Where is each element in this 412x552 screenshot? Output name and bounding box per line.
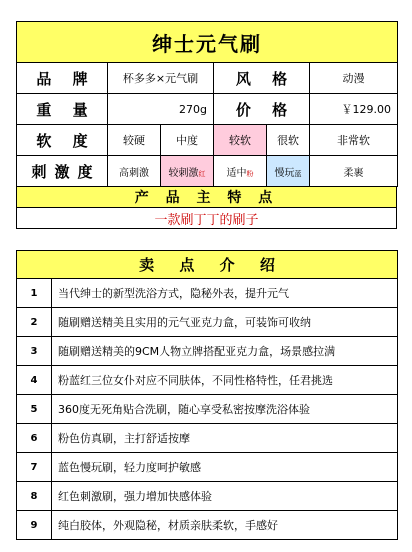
stimulation-option-blue (267, 156, 310, 187)
stimulation-option-label: 慢玩 (274, 167, 295, 179)
table-row (17, 308, 398, 337)
price-value: ￥129.00 (310, 94, 398, 125)
product-title: 绅士元气刷 (17, 22, 398, 63)
feature-header: 产 品 主 特 点 (17, 187, 397, 208)
stimulation-option-label: 适中 (226, 167, 247, 179)
softness-option: 中度 (161, 125, 214, 156)
price-label: 价 格 (214, 94, 310, 125)
point-text: 随刷赠送精美的9CM人物立牌搭配亚克力盒，场景感拉满 (52, 337, 398, 366)
spec-table (16, 21, 398, 187)
softness-label: 软 度 (17, 125, 108, 156)
stimulation-option-pink (214, 156, 267, 187)
stimulation-option-label: 较刺激 (168, 167, 199, 179)
softness-option-selected: 较软 (214, 125, 267, 156)
stimulation-option-red (161, 156, 214, 187)
point-number: 2 (17, 308, 52, 337)
stimulation-label: 刺激度 (17, 156, 108, 187)
color-badge-red: 红 (198, 169, 206, 178)
selling-points-table (16, 250, 398, 540)
table-row (17, 424, 398, 453)
color-badge-pink: 粉 (246, 169, 254, 178)
color-badge-blue: 蓝 (294, 169, 302, 178)
softness-option: 较硬 (108, 125, 161, 156)
point-number: 9 (17, 511, 52, 540)
point-text: 红色刺激刷，强力增加快感体验 (52, 482, 398, 511)
feature-text: 一款刷丁丁的刷子 (17, 208, 397, 229)
weight-label: 重 量 (17, 94, 108, 125)
table-row (17, 337, 398, 366)
style-label: 风 格 (214, 63, 310, 94)
point-text: 随刷赠送精美且实用的元气亚克力盒，可装饰可收纳 (52, 308, 398, 337)
table-row (17, 482, 398, 511)
style-value: 动漫 (310, 63, 398, 94)
weight-value: 270g (108, 94, 214, 125)
selling-points-header: 卖 点 介 绍 (17, 251, 398, 279)
point-number: 1 (17, 279, 52, 308)
point-number: 8 (17, 482, 52, 511)
stimulation-option: 高刺激 (108, 156, 161, 187)
point-text: 360度无死角贴合洗刷，随心享受私密按摩洗浴体验 (52, 395, 398, 424)
point-number: 6 (17, 424, 52, 453)
point-number: 7 (17, 453, 52, 482)
table-row (17, 511, 398, 540)
point-number: 3 (17, 337, 52, 366)
softness-option: 很软 (267, 125, 310, 156)
table-row (17, 395, 398, 424)
feature-table (16, 186, 397, 229)
brand-label: 品 牌 (17, 63, 108, 94)
point-text: 粉蓝红三位女仆对应不同肤体，不同性格特性，任君挑选 (52, 366, 398, 395)
table-row (17, 453, 398, 482)
softness-option: 非常软 (310, 125, 398, 156)
brand-value: 杯多多×元气刷 (108, 63, 214, 94)
point-text: 粉色仿真刷，主打舒适按摩 (52, 424, 398, 453)
point-number: 5 (17, 395, 52, 424)
stimulation-option: 柔裹 (310, 156, 398, 187)
point-text: 蓝色慢玩刷，轻力度呵护敏感 (52, 453, 398, 482)
table-row (17, 279, 398, 308)
point-text: 纯白胶体，外观隐秘，材质亲肤柔软，手感好 (52, 511, 398, 540)
point-number: 4 (17, 366, 52, 395)
point-text: 当代绅士的新型洗浴方式，隐秘外表，提升元气 (52, 279, 398, 308)
table-row (17, 366, 398, 395)
